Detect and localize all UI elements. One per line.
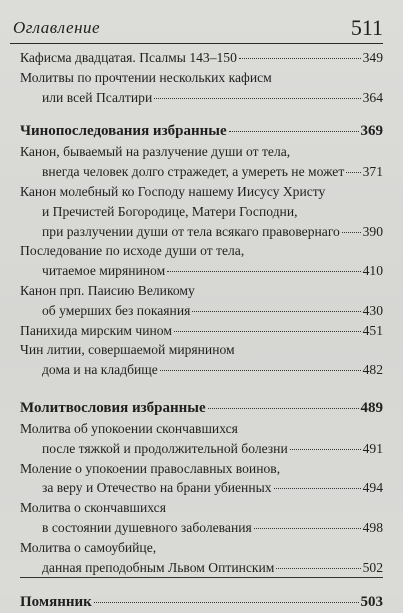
spacer	[20, 578, 383, 591]
toc-entry	[20, 538, 383, 578]
page-number: 511	[350, 15, 383, 40]
toc-page-number: 502	[362, 559, 383, 575]
toc-line-text: в состоянии душевного заболевания	[42, 519, 252, 535]
toc-line-text: после тяжкой и продолжительной болезни	[42, 440, 288, 456]
toc-line-text: дома и на кладбище	[42, 362, 158, 378]
toc-entry	[20, 182, 383, 241]
toc-line-text: Помянник	[20, 594, 92, 611]
toc-section-heading	[20, 591, 383, 613]
toc-page-number: 482	[362, 362, 383, 378]
toc-line	[20, 301, 383, 321]
running-title: Оглавление	[13, 18, 101, 37]
toc-entry	[20, 419, 383, 459]
toc-page-number: 371	[362, 164, 383, 180]
header-rule	[10, 43, 383, 44]
toc-line	[20, 498, 383, 518]
toc-line	[20, 419, 383, 439]
toc-line-text: внегда человек долго стражедет, а умереть не может	[42, 164, 345, 180]
toc-line-text: данная преподобным Львом Оптинским	[42, 559, 275, 575]
toc-line-text: Молитвословия избранные	[20, 399, 206, 416]
dot-leader	[290, 449, 361, 450]
dot-leader	[174, 331, 361, 332]
toc-line-text: Кафисма двадцатая. Псалмы 143–150	[20, 50, 237, 65]
toc-line	[20, 202, 383, 222]
toc-line-text: Последование по исходе души от тела,	[20, 243, 245, 259]
spacer	[20, 380, 383, 397]
toc-line	[20, 558, 383, 578]
toc-line-text: за веру и Отечество на брани убиенных	[42, 480, 272, 496]
toc-line	[20, 360, 383, 380]
toc-section-heading	[20, 397, 383, 419]
toc-line	[20, 88, 383, 108]
toc-line	[20, 459, 383, 479]
toc-page-number: 430	[362, 302, 383, 318]
toc-page-number: 349	[362, 50, 383, 65]
dot-leader	[254, 528, 361, 529]
toc-line	[20, 439, 383, 459]
toc-line-text: Панихида мирским чином	[20, 322, 172, 338]
toc-line	[20, 162, 383, 182]
dot-leader	[167, 271, 360, 272]
toc-line	[20, 241, 383, 261]
toc-entry	[20, 48, 383, 68]
toc-line	[20, 538, 383, 558]
table-of-contents	[20, 48, 383, 613]
toc-line-text: Канон, бываемый на разлучение души от тела,	[20, 144, 291, 160]
toc-line	[20, 591, 383, 613]
toc-line	[20, 478, 383, 498]
toc-line	[20, 281, 383, 301]
toc-line	[20, 68, 383, 88]
toc-line-text: Канон прп. Паисию Великому	[20, 282, 195, 298]
toc-page-number: 503	[360, 594, 383, 611]
toc-section-heading	[20, 120, 383, 142]
running-header	[13, 8, 383, 42]
dot-leader	[274, 488, 361, 489]
dot-leader	[94, 602, 359, 603]
toc-page-number: 364	[362, 89, 383, 105]
toc-entry	[20, 142, 383, 182]
toc-line	[20, 120, 383, 142]
toc-line	[20, 261, 383, 281]
toc-line-text: Молитва о скончавшихся	[20, 500, 166, 516]
toc-entry	[20, 498, 383, 538]
dot-leader	[276, 568, 360, 569]
toc-page-number: 489	[360, 399, 383, 416]
toc-page-number: 410	[362, 263, 383, 279]
toc-line	[20, 182, 383, 202]
toc-page-number: 498	[362, 519, 383, 535]
dot-leader	[192, 311, 360, 312]
toc-entry	[20, 68, 383, 108]
toc-line-text: Молитвы по прочтении нескольких кафисм	[20, 69, 272, 85]
toc-line-text: и Пречистей Богородице, Матери Господни,	[42, 203, 298, 219]
toc-entry	[20, 340, 383, 380]
toc-line-text: при разлучении души от тела всякаго правовернаго	[42, 223, 340, 239]
dot-leader	[208, 408, 359, 409]
dot-leader	[160, 370, 361, 371]
toc-page-number: 494	[362, 480, 383, 496]
toc-line-text: Чинопоследования избранные	[20, 123, 227, 140]
toc-entry	[20, 321, 383, 341]
spacer	[20, 107, 383, 120]
dot-leader	[346, 172, 360, 173]
toc-line	[20, 48, 383, 68]
toc-entry	[20, 241, 383, 281]
toc-entry	[20, 459, 383, 499]
toc-line-text: Молитва об упокоении скончавшихся	[20, 420, 238, 436]
toc-page-number: 451	[362, 322, 383, 338]
toc-line-text: об умерших без покаяния	[42, 302, 191, 318]
toc-line-text: или всей Псалтири	[42, 89, 153, 105]
toc-page-number: 491	[362, 440, 383, 456]
toc-line	[20, 397, 383, 419]
toc-line-text: Чин литии, совершаемой мирянином	[20, 342, 235, 358]
toc-line-text: читаемое мирянином	[42, 263, 166, 279]
dot-leader	[342, 232, 361, 233]
toc-line-text: Молитва о самоубийце,	[20, 539, 157, 555]
dot-leader	[154, 98, 360, 99]
toc-line-text: Канон молебный ко Господу нашему Иисусу Христу	[20, 183, 326, 199]
toc-page-number: 390	[362, 223, 383, 239]
toc-entry	[20, 281, 383, 321]
toc-line	[20, 518, 383, 538]
toc-line	[20, 340, 383, 360]
toc-line	[20, 142, 383, 162]
dot-leader	[229, 131, 359, 132]
toc-line	[20, 222, 383, 242]
toc-page-number: 369	[360, 123, 383, 140]
toc-line-text: Моление о упокоении православных воинов,	[20, 460, 281, 476]
dot-leader	[239, 58, 361, 59]
toc-line	[20, 321, 383, 341]
